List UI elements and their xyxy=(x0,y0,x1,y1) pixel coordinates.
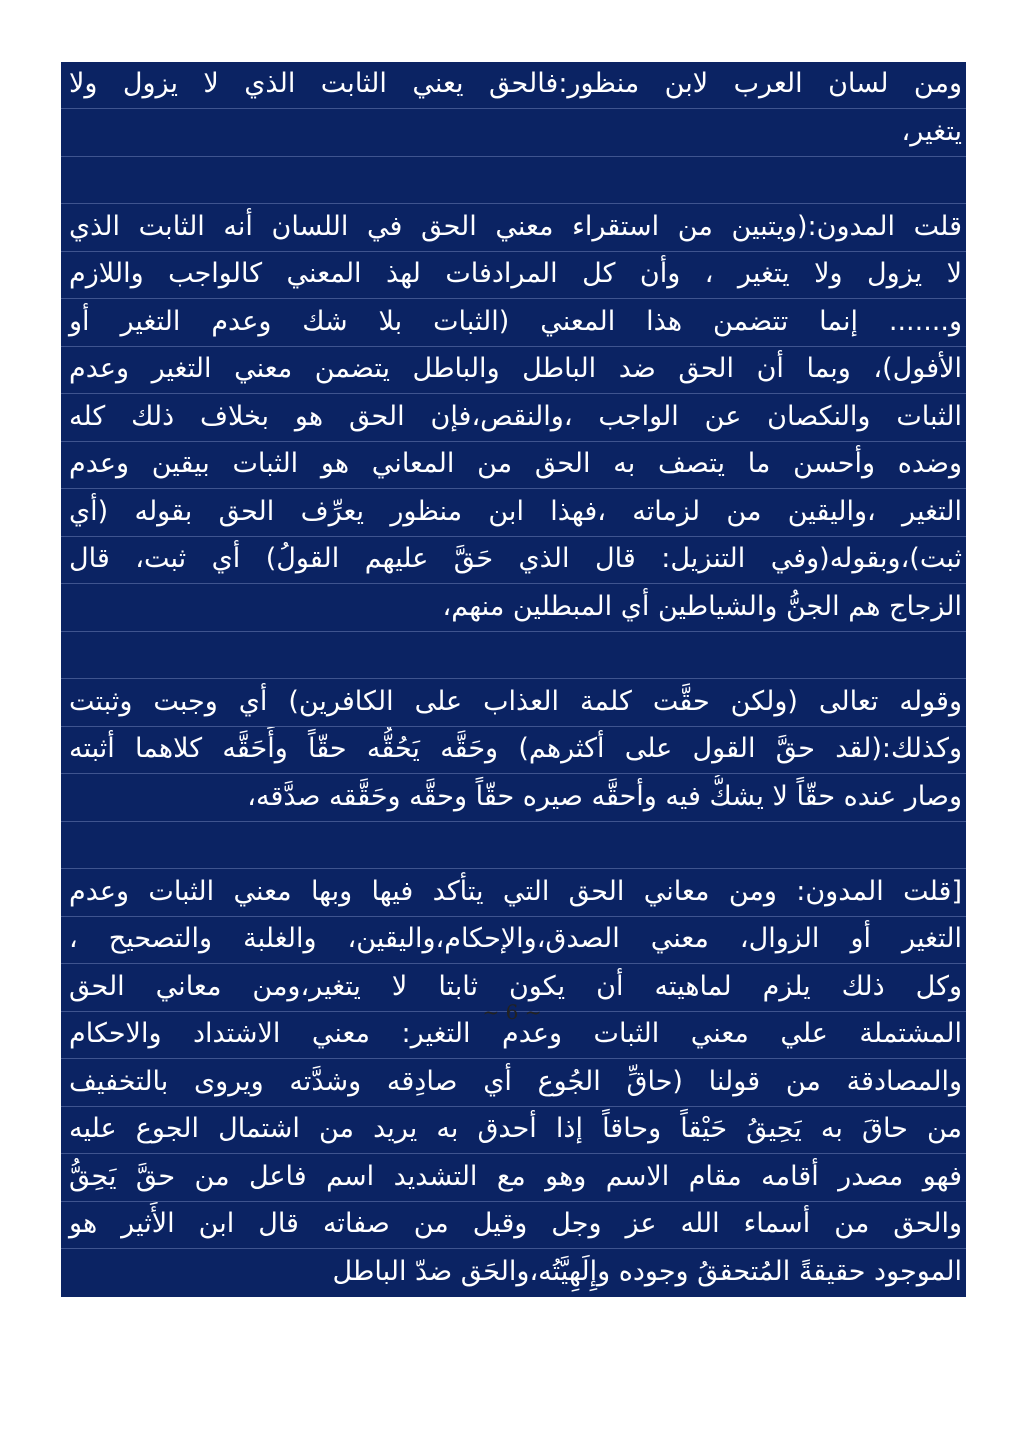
text-line: الثبات والنكصان عن الواجب ،والنقص،فإن الحق هو بخلاف ذلك كله xyxy=(61,395,966,442)
text-block xyxy=(61,62,966,1297)
text-line: وضده وأحسن ما يتصف به الحق من المعاني هو الثبات بيقين وعدم xyxy=(61,442,966,489)
text-line: والحق من أسماء الله عز وجل وقيل من صفاته قال ابن الأَثير هو xyxy=(61,1202,966,1249)
text-line: المشتملة علي معني الثبات وعدم التغير: معني الاشتداد والاحكام xyxy=(61,1012,966,1059)
text-line: وصار عنده حقّاً لا يشكُّ فيه وأحقَّه صيره حقّاً وحقَّه وحَقَّقه صدَّقه، xyxy=(61,775,966,822)
text-line: من حاقَ به يَحِيقُ حَيْقاً وحاقاً إذا أحدق به يريد من اشتمال الجوع عليه xyxy=(61,1107,966,1154)
text-line: وكل ذلك يلزم لماهيته أن يكون ثابتا لا يتغير،ومن معاني الحق xyxy=(61,965,966,1012)
text-line: الموجود حقيقةً المُتحققُ وجوده وإِلَهِيَّتُه،والحَق ضدّ الباطل xyxy=(332,1255,962,1287)
page-number: ~ 6 ~ xyxy=(482,1000,542,1024)
text-line: فهو مصدر أقامه مقام الاسم وهو مع التشديد اسم فاعل من حقَّ يَحِقُّ xyxy=(61,1155,966,1202)
text-line: و....... إنما تتضمن هذا المعني (الثبات بلا شك وعدم التغير أو xyxy=(61,300,966,347)
text-line: [قلت المدون: ومن معاني الحق التي يتأكد فيها وبها معني الثبات وعدم xyxy=(61,870,966,917)
text-line: قلت المدون:(ويتبين من استقراء معني الحق في اللسان أنه الثابت الذي xyxy=(61,205,966,252)
text-line: والمصادقة من قولنا (حاقِّ الجُوع أي صادِقه وشدَّته ويروى بالتخفيف xyxy=(61,1060,966,1107)
text-line: التغير ،واليقين من لزماته ،فهذا ابن منظور يعرِّف الحق بقوله (أي xyxy=(61,490,966,537)
text-line: ثبت)،وبقوله(وفي التنزيل: قال الذي حَقَّ عليهم القولُ) أي ثبت، قال xyxy=(61,537,966,584)
text-line: وقوله تعالى (ولكن حقَّت كلمة العذاب على الكافرين) أي وجبت وثبتت xyxy=(61,680,966,727)
blank-line xyxy=(61,822,966,869)
text-line: ومن لسان العرب لابن منظور:فالحق يعني الثابت الذي لا يزول ولا xyxy=(61,62,966,109)
text-line: لا يزول ولا يتغير ، وأن كل المرادفات لهذ المعني كالواجب واللازم xyxy=(61,252,966,299)
text-line: وكذلك:(لقد حقَّ القول على أكثرهم) وحَقَّه يَحُقُّه حقّاً وأَحَقَّه كلاهما أثبته xyxy=(61,727,966,774)
text-line: يتغير، xyxy=(61,110,966,157)
blank-line xyxy=(61,157,966,204)
text-line: التغير أو الزوال، معني الصدق،والإحكام،واليقين، والغلبة والتصحيح ، xyxy=(61,917,966,964)
text-line: الزجاج هم الجنُّ والشياطين أي المبطلين منهم، xyxy=(61,585,966,632)
blank-line xyxy=(61,632,966,679)
text-line: الأفول)، وبما أن الحق ضد الباطل والباطل يتضمن معني التغير وعدم xyxy=(61,347,966,394)
